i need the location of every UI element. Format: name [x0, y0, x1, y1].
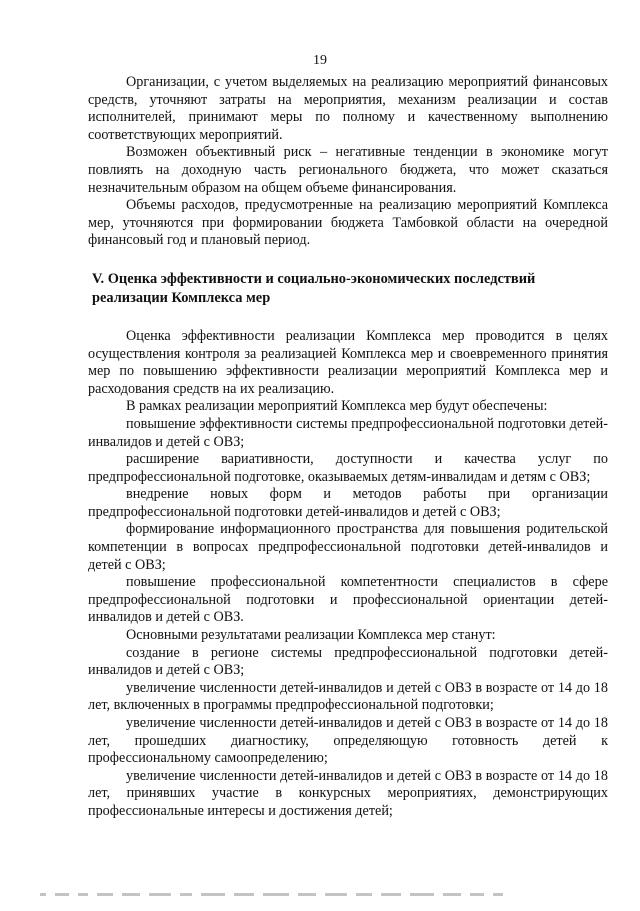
paragraph-evaluation: Оценка эффективности реализации Комплекса мер проводится в целях осуществления контроля за реализацией Комплекса мер и своевременного принятия мер по повышению эффективности реализации мероприятий Комплекса мер и расходования средств на их реализацию. — [88, 327, 608, 397]
list-item-competence: повышение профессиональной компетентности специалистов в сфере предпрофессиональной подготовки и профессиональной ориентации детей-инвалидов и детей с ОВЗ. — [88, 574, 608, 626]
paragraph-risk: Возможен объективный риск – негативные тенденции в экономике могут повлиять на доходную часть регионального бюджета, что может сказаться незначительным образом на общем объеме финансирования. — [88, 144, 608, 196]
section-heading — [88, 270, 608, 308]
list-item-diagnostics-increase: увеличение численности детей-инвалидов и детей с ОВЗ в возрасте от 14 до 18 лет, прошедших диагностику, определяющую готовность детей к профессиональному самоопределению; — [88, 715, 608, 767]
list-item-efficiency: повышение эффективности системы предпрофессиональной подготовки детей-инвалидов и детей с ОВЗ; — [88, 415, 608, 450]
list-item-information-space: формирование информационного пространства для повышения родительской компетенции в вопросах предпрофессиональной подготовки детей-инвалидов и детей с ОВЗ; — [88, 521, 608, 573]
spacer — [88, 250, 608, 270]
list-item-contests-increase: увеличение численности детей-инвалидов и детей с ОВЗ в возрасте от 14 до 18 лет, принявших участие в конкурсных мероприятиях, демонстрирующих профессиональные интересы и достижения детей; — [88, 767, 608, 819]
spacer — [88, 308, 608, 328]
document-body — [88, 74, 608, 821]
paragraph-ensured-intro: В рамках реализации мероприятий Комплекса мер будут обеспечены: — [126, 398, 548, 415]
paragraph-organizations: Организации, с учетом выделяемых на реализацию мероприятий финансовых средств, уточняют затраты на мероприятия, механизм реализации и состав исполнителей, принимают меры по полному и качественному выполнению соответствующих мероприятий. — [88, 74, 608, 143]
paragraph-results-intro: Основными результатами реализации Комплекса мер станут: — [126, 627, 496, 644]
scan-artifact-marks — [40, 893, 630, 901]
page-number: 19 — [313, 53, 327, 68]
section-heading-line-1: V. Оценка эффективности и социально-экономических последствий — [92, 270, 536, 287]
section-heading-line-2: реализации Комплекса мер — [92, 289, 271, 306]
list-item-programs-increase: увеличение численности детей-инвалидов и детей с ОВЗ в возрасте от 14 до 18 лет, включенных в программы предпрофессиональной подготовки; — [88, 679, 608, 714]
list-item-variability: расширение вариативности, доступности и качества услуг по предпрофессиональной подготовке, оказываемых детям-инвалидам и детям с ОВЗ; — [88, 451, 608, 485]
list-item-new-forms: внедрение новых форм и методов работы при организации предпрофессиональной подготовки детей-инвалидов и детей с ОВЗ; — [88, 486, 608, 520]
paragraph-expenses: Объемы расходов, предусмотренные на реализацию мероприятий Комплекса мер, уточняются при формировании бюджета Тамбовкой области на очередной финансовый год и плановый период. — [88, 197, 608, 249]
list-item-regional-system: создание в регионе системы предпрофессиональной подготовки детей-инвалидов и детей с ОВЗ; — [88, 644, 608, 679]
